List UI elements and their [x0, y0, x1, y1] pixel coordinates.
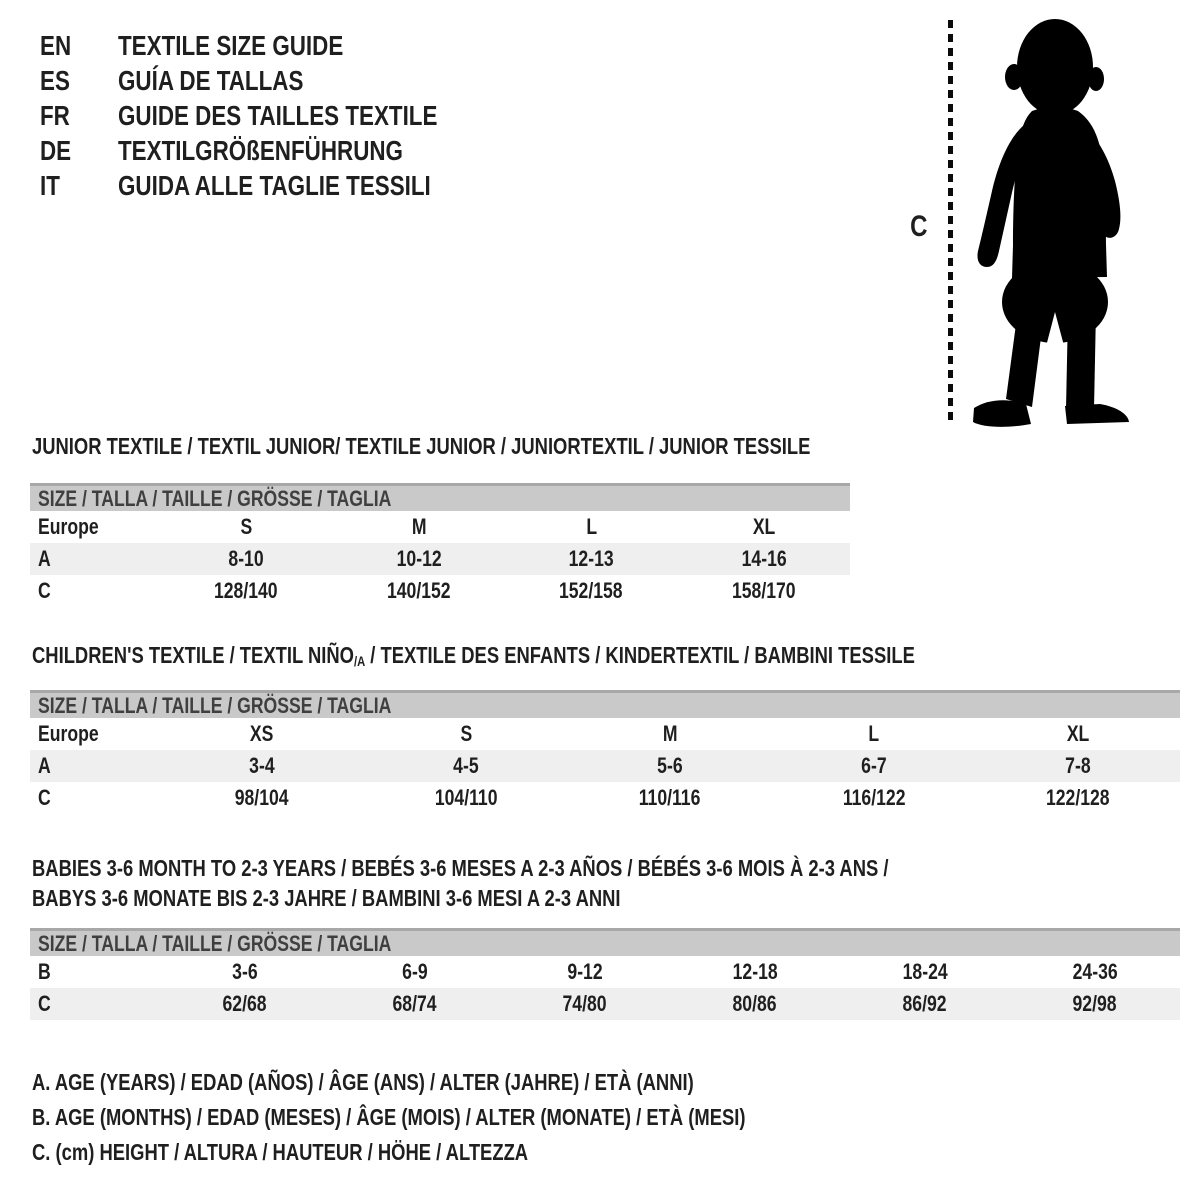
language-code: IT: [40, 169, 60, 201]
size-cell: XL: [752, 514, 775, 539]
value-cell: 5-6: [657, 753, 683, 778]
value-cell: 158/170: [731, 578, 796, 603]
size-cell: S: [240, 514, 253, 539]
value-cell: 116/122: [842, 785, 906, 810]
row-label: B: [38, 959, 51, 984]
value-cell: 140/152: [386, 578, 451, 603]
table-row: [30, 511, 850, 543]
junior-size-table: [30, 483, 850, 607]
row-label: C: [38, 578, 51, 603]
value-cell: 10-12: [396, 546, 442, 571]
value-cell: 152/158: [559, 578, 624, 603]
row-label: Europe: [38, 514, 99, 539]
size-cell: L: [868, 721, 880, 746]
value-cell: 6-9: [402, 959, 428, 984]
size-cell: XS: [250, 721, 274, 746]
row-label: Europe: [38, 721, 99, 746]
language-list: [40, 28, 517, 203]
babies-size-table: [30, 928, 1180, 1020]
legend-line-c: C. (cm) HEIGHT / ALTURA / HAUTEUR / HÖHE / ALTEZZA: [32, 1139, 529, 1165]
children-section-title: CHILDREN'S TEXTILE / TEXTIL NIÑO/A / TEXTILE DES ENFANTS / KINDERTEXTIL / BAMBINI TESSILE: [32, 642, 915, 669]
value-cell: 104/110: [434, 785, 498, 810]
language-code: DE: [40, 134, 72, 166]
language-row: [40, 168, 517, 203]
value-cell: 122/128: [1046, 785, 1110, 810]
language-title: GUÍA DE TALLAS: [118, 64, 304, 96]
value-cell: 12-13: [568, 546, 614, 571]
height-measure-line: [948, 20, 953, 422]
value-cell: 12-18: [732, 959, 778, 984]
junior-section-title: JUNIOR TEXTILE / TEXTIL JUNIOR/ TEXTILE JUNIOR / JUNIORTEXTIL / JUNIOR TESSILE: [32, 433, 811, 459]
value-cell: 80/86: [732, 991, 778, 1016]
value-cell: 24-36: [1072, 959, 1118, 984]
value-cell: 3-4: [249, 753, 275, 778]
value-cell: 7-8: [1065, 753, 1091, 778]
value-cell: 6-7: [861, 753, 887, 778]
value-cell: 98/104: [235, 785, 289, 810]
table-row: [30, 782, 1180, 814]
language-code: ES: [40, 64, 70, 96]
size-header-bar: SIZE / TALLA / TAILLE / GRÖSSE / TAGLIA: [30, 690, 1180, 718]
value-cell: 68/74: [392, 991, 438, 1016]
value-cell: 128/140: [214, 578, 279, 603]
row-label: A: [38, 753, 51, 778]
value-cell: 74/80: [562, 991, 608, 1016]
table-row: [30, 988, 1180, 1020]
table-row: [30, 718, 1180, 750]
table-row: [30, 750, 1180, 782]
legend: [32, 1065, 924, 1170]
legend-line-a: A. AGE (YEARS) / EDAD (AÑOS) / ÂGE (ANS) / ALTER (JAHRE) / ETÀ (ANNI): [32, 1069, 694, 1095]
children-size-table: [30, 690, 1180, 814]
row-label: A: [38, 546, 51, 571]
language-row: [40, 28, 517, 63]
height-measure-label: C: [910, 210, 928, 243]
language-title: GUIDA ALLE TAGLIE TESSILI: [118, 169, 431, 201]
table-row: [30, 956, 1180, 988]
value-cell: 110/116: [639, 785, 701, 810]
table-row: [30, 575, 850, 607]
language-row: [40, 133, 517, 168]
value-cell: 86/92: [902, 991, 948, 1016]
legend-line-b: B. AGE (MONTHS) / EDAD (MESES) / ÂGE (MOIS) / ALTER (MONATE) / ETÀ (MESI): [32, 1104, 746, 1130]
size-cell: L: [585, 514, 597, 539]
toddler-silhouette-icon: [966, 15, 1141, 427]
value-cell: 14-16: [741, 546, 787, 571]
language-title: GUIDE DES TAILLES TEXTILE: [118, 99, 438, 131]
size-header-bar: SIZE / TALLA / TAILLE / GRÖSSE / TAGLIA: [30, 928, 1180, 956]
language-title: TEXTILE SIZE GUIDE: [118, 29, 344, 61]
size-cell: M: [662, 721, 678, 746]
size-cell: M: [411, 514, 427, 539]
language-title: TEXTILGRÖßENFÜHRUNG: [118, 134, 403, 166]
value-cell: 4-5: [453, 753, 479, 778]
row-label: C: [38, 785, 51, 810]
value-cell: 3-6: [232, 959, 258, 984]
value-cell: 8-10: [228, 546, 264, 571]
size-cell: S: [460, 721, 472, 746]
table-row: [30, 543, 850, 575]
language-row: [40, 63, 517, 98]
language-code: EN: [40, 29, 72, 61]
babies-section-title-line1: BABIES 3-6 MONTH TO 2-3 YEARS / BEBÉS 3-6 MESES A 2-3 AÑOS / BÉBÉS 3-6 MOIS À 2-3 ANS /: [32, 855, 889, 881]
language-code: FR: [40, 99, 70, 131]
babies-section-title-line2: BABYS 3-6 MONATE BIS 2-3 JAHRE / BAMBINI 3-6 MESI A 2-3 ANNI: [32, 885, 621, 911]
value-cell: 18-24: [902, 959, 948, 984]
value-cell: 92/98: [1072, 991, 1118, 1016]
size-figure: [900, 12, 1190, 432]
row-label: C: [38, 991, 51, 1016]
size-cell: XL: [1066, 721, 1090, 746]
value-cell: 9-12: [567, 959, 603, 984]
value-cell: 62/68: [222, 991, 268, 1016]
size-header-bar: SIZE / TALLA / TAILLE / GRÖSSE / TAGLIA: [30, 483, 850, 511]
language-row: [40, 98, 517, 133]
